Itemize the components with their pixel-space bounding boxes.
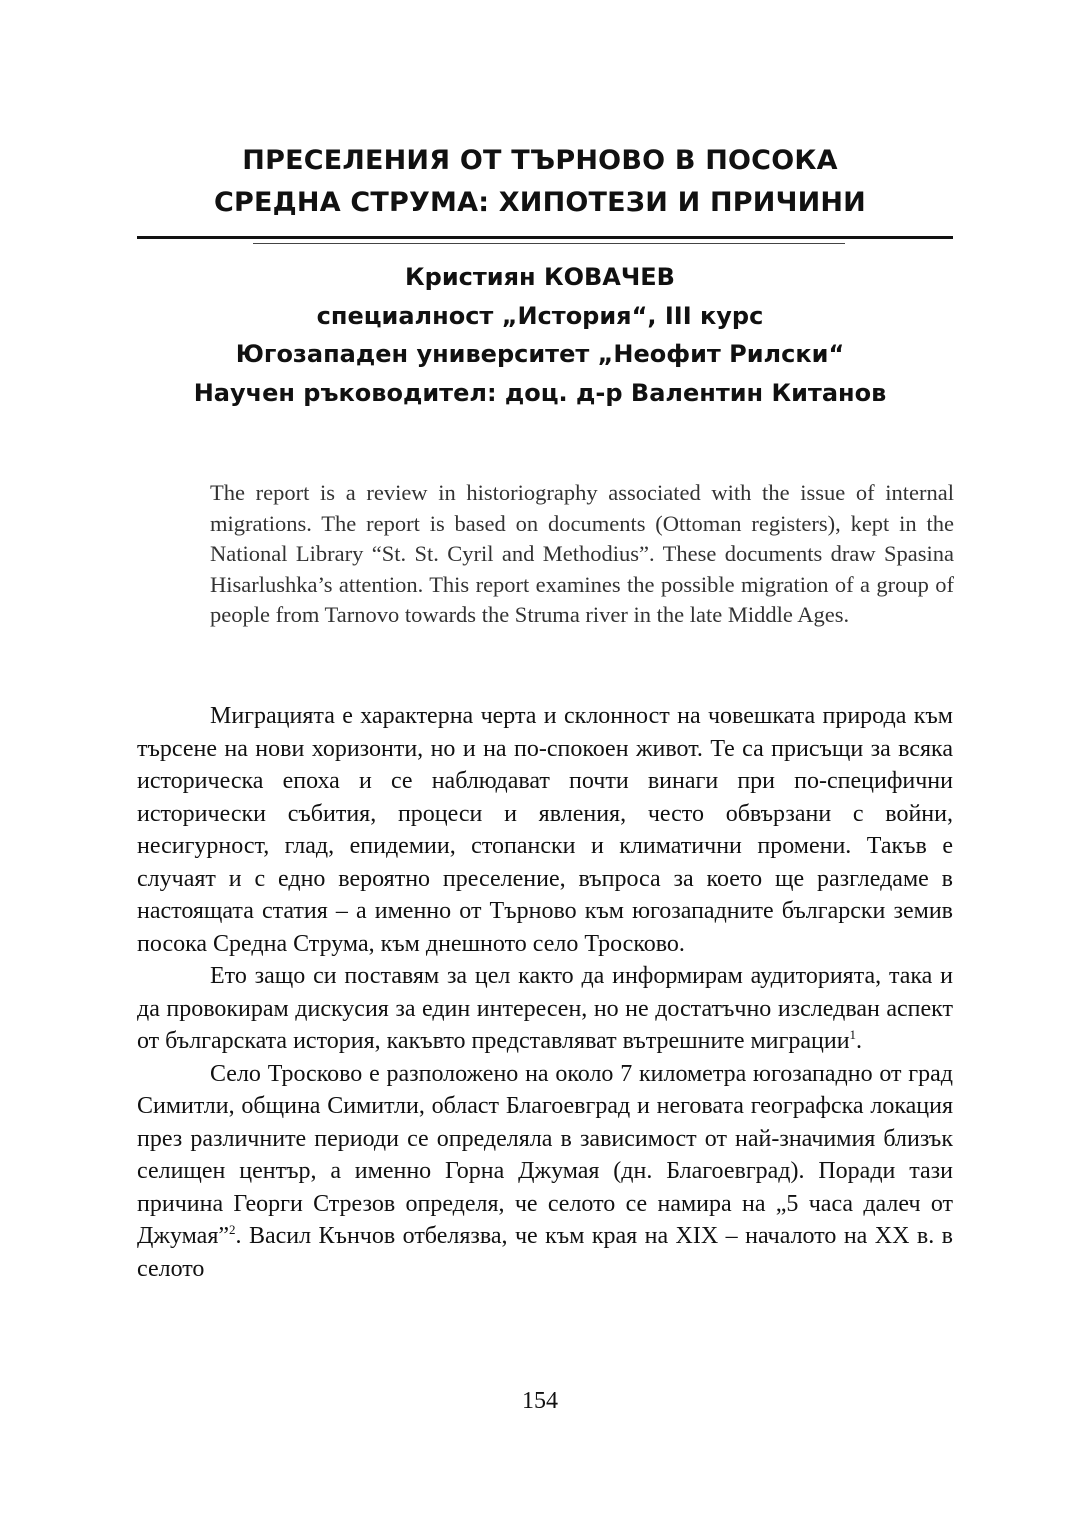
author-university: Югозападен университет „Неофит Рилски“ [235, 340, 845, 368]
page-number: 154 [522, 1388, 558, 1414]
title-rule-thick [137, 236, 953, 239]
paragraph-2-end: . [856, 1028, 863, 1054]
paragraph-2-text: Ето защо си поставям за цел както да информирам аудиторията, така и да провокирам дискусия за един интересен, но не достатъчно изследван аспект от българската история, какъвто представляват вътрешните миграции [137, 963, 953, 1054]
author-name: Кристиян КОВАЧЕВ [405, 263, 675, 291]
author-specialty: специалност „История“, III курс [316, 301, 764, 330]
body-text [137, 700, 953, 1285]
title-line-2: СРЕДНА СТРУМА: ХИПОТЕЗИ И ПРИЧИНИ [214, 187, 866, 218]
footnote-ref-2[interactable]: 2 [229, 1222, 236, 1237]
paragraph-2 [137, 960, 953, 1058]
footnote-ref-1[interactable]: 1 [849, 1027, 857, 1042]
author-block [0, 258, 1080, 412]
title-line-1: ПРЕСЕЛЕНИЯ ОТ ТЪРНОВО В ПОСОКА [242, 145, 838, 176]
paragraph-3-end: . Васил Кънчов отбелязва, че към края на XIX – началото на XX в. в селото [137, 1223, 953, 1282]
paragraph-1: Миграцията е характерна черта и склонност на човешката природа към търсене на нови хоризонти, но и на по-спокоен живот. Те са присъщи за всяка историческа епоха и се наблюдават почти винаги при по-специфични исторически събития, процеси и явления, често обвързани с войни, несигурност, глад, епидемии, стопански и климатични промени. Такъв е случаят и с едно вероятно преселение, въпроса за което ще разгледаме в настоящата статия – а именно от Търново към югозападните български земив посока Средна Струма, към днешното село Тросково. [137, 703, 953, 957]
abstract: The report is a review in historiography associated with the issue of internal migrations. The report is based on documents (Ottoman registers), kept in the National Library “St. St. Cyril and Methodius”. These documents draw Spasina Hisarlushka’s attention. This report examines the possible migration of a group of people from Tarnovo towards the Struma river in the late Middle Ages. [210, 480, 954, 628]
paragraph-3-text: Село Тросково е разположено на около 7 километра югозападно от град Симитли, община Симитли, област Благоевград и неговата географска локация през различните периоди се определяла в зависимост от най-значимия близък селищен център, а именно Горна Джумая (дн. Благоевград). Поради тази причина Георги Стрезов определя, че селото се намира на „5 часа далеч от Джумая” [137, 1060, 953, 1249]
author-supervisor: Научен ръководител: доц. д-р Валентин Китанов [193, 378, 887, 407]
paragraph-3 [137, 1058, 953, 1286]
article-title [0, 140, 1080, 224]
title-rule-thin [253, 243, 845, 244]
